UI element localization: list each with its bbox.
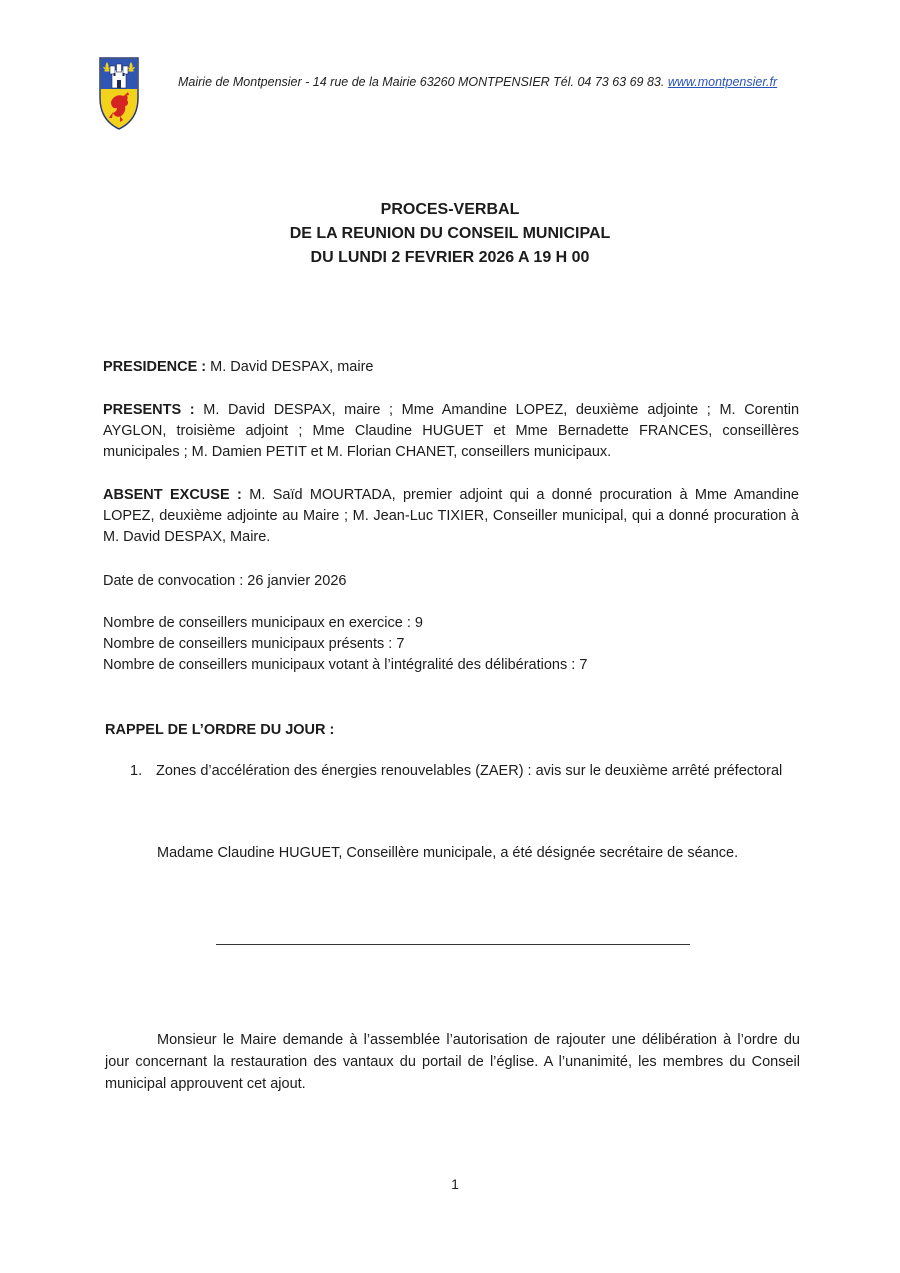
letterhead: [178, 75, 777, 89]
coat-of-arms-icon: [99, 56, 139, 131]
count-exercice: Nombre de conseillers municipaux en exercice : 9: [103, 615, 423, 631]
page-number: 1: [451, 1176, 459, 1192]
absent-label: ABSENT EXCUSE :: [103, 487, 242, 503]
presidence-label: PRESIDENCE :: [103, 359, 207, 375]
absent-text: M. Saïd MOURTADA, premier adjoint qui a donné procuration à Mme Amandine LOPEZ, deuxième adjointe au Maire ; M. Jean-Luc TIXIER, Conseiller municipal, qui a donné procuration à M. David DESPAX, Maire.: [103, 487, 799, 545]
count-votants: Nombre de conseillers municipaux votant à l’intégralité des délibérations : 7: [103, 657, 588, 673]
body-paragraph: Monsieur le Maire demande à l’assemblée l’autorisation de rajouter une délibération à l’ordre du jour concernant la restauration des vantaux du portail de l’église. A l’unanimité, les membres du Conseil municipal approuvent cet ajout.: [105, 1032, 800, 1092]
website-link[interactable]: www.montpensier.fr: [667, 75, 778, 89]
mairie-address: Mairie de Montpensier - 14 rue de la Mairie 63260 MONTPENSIER Tél. 04 73 63 69 83.: [178, 75, 665, 89]
agenda-item-text: Zones d’accélération des énergies renouvelables (ZAER) : avis sur le deuxième arrêté préfectoral: [156, 763, 783, 779]
presents-label: PRESENTS :: [103, 402, 195, 418]
agenda-heading: RAPPEL DE L’ORDRE DU JOUR :: [105, 722, 335, 738]
presents-text: M. David DESPAX, maire ; Mme Amandine LOPEZ, deuxième adjointe ; M. Corentin AYGLON, troisième adjoint ; Mme Claudine HUGUET et Mme Bernadette FRANCES, conseillères municipales ; M. Damien PETIT et M. Florian CHANET, conseillers municipaux.: [103, 402, 800, 460]
separator-line: [216, 944, 690, 945]
presents-section: [103, 400, 799, 463]
title-line-1: PROCES-VERBAL: [380, 201, 520, 218]
council-counts: [103, 613, 799, 676]
document-title: [0, 198, 900, 270]
title-line-2: DE LA REUNION DU CONSEIL MUNICIPAL: [289, 225, 611, 242]
presidence-text: M. David DESPAX, maire: [210, 359, 374, 375]
convocation-date: Date de convocation : 26 janvier 2026: [103, 573, 347, 589]
absent-section: [103, 485, 799, 548]
count-presents: Nombre de conseillers municipaux présents : 7: [103, 636, 405, 652]
title-line-3: DU LUNDI 2 FEVRIER 2026 A 19 H 00: [310, 249, 590, 266]
secretary-designation: Madame Claudine HUGUET, Conseillère municipale, a été désignée secrétaire de séance.: [157, 845, 739, 861]
agenda-item-number: 1.: [130, 763, 143, 779]
presidence-section: [103, 357, 799, 378]
